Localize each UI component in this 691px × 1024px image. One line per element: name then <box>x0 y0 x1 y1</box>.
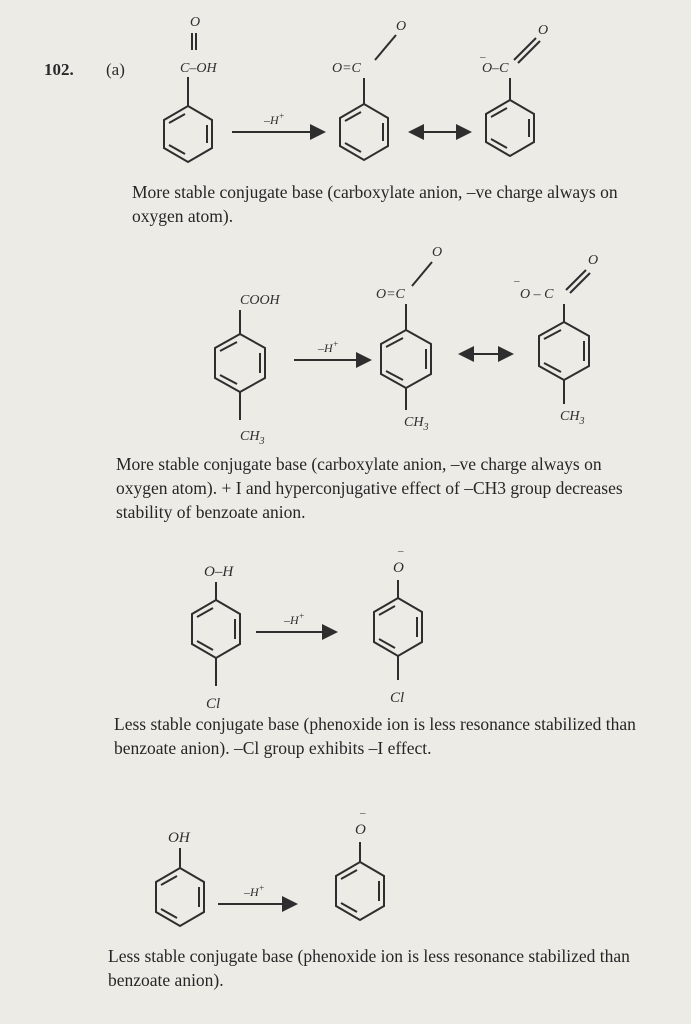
oxygen-label: O <box>396 19 407 34</box>
benzoic-acid <box>164 15 217 162</box>
arrow-label-3: –H+ <box>284 611 305 627</box>
p-chlorophenol <box>192 564 240 712</box>
arrow-label-1: –H+ <box>264 111 285 127</box>
benzoate-resonance-1 <box>332 19 406 160</box>
methyl-label: $CH_3$ <box>560 409 585 427</box>
toluate-resonance-2 <box>513 253 598 427</box>
o-double-c-label: O=C <box>332 61 361 76</box>
question-number: 102. <box>44 60 74 79</box>
minus-sign: – <box>398 545 404 557</box>
caption-3: Less stable conjugate base (phenoxide ion is less resonance stabilized than benzoate anion). –Cl group exhibits –I effect. <box>114 714 636 758</box>
caption-1: More stable conjugate base (carboxylate anion, –ve charge always on oxygen atom). <box>132 182 618 226</box>
caption-2: More stable conjugate base (carboxylate anion, –ve charge always on oxygen atom). + I and hyperconjugative effect of –CH3 group decreases stability of benzoate anion. <box>116 454 623 522</box>
o-single-c-label: O–C <box>482 61 509 76</box>
p-chlorophenoxide <box>374 545 422 706</box>
oxygen-label: O <box>393 560 404 576</box>
phenoxide <box>336 807 384 920</box>
cooh-label: COOH <box>240 293 280 308</box>
scheme-2 <box>215 245 598 447</box>
scheme-4 <box>156 807 384 926</box>
minus-sign: – <box>514 275 520 287</box>
o-single-c-label: O – C <box>520 287 554 302</box>
carbonyl-oxygen-label: O <box>190 15 201 30</box>
arrow-label-4: –H+ <box>244 883 265 899</box>
p-toluic-acid <box>215 293 281 447</box>
carboxyl-group-label: C–OH <box>180 61 217 76</box>
chloro-label: Cl <box>390 690 405 706</box>
chloro-label: Cl <box>206 696 221 712</box>
methyl-label: $CH_3$ <box>240 429 265 447</box>
oh-label: OH <box>168 830 190 846</box>
oh-label: O–H <box>204 564 234 580</box>
scheme-1 <box>164 15 548 162</box>
minus-sign: – <box>360 807 366 819</box>
toluate-resonance-1 <box>376 245 442 433</box>
minus-sign: – <box>480 51 486 63</box>
oxygen-label: O <box>588 253 599 268</box>
scheme-3 <box>192 545 422 712</box>
phenol <box>156 830 204 926</box>
methyl-label: $CH_3$ <box>404 415 429 433</box>
arrow-label-2: –H+ <box>318 339 339 355</box>
benzoate-resonance-2 <box>479 23 548 156</box>
caption-4: Less stable conjugate base (phenoxide ion is less resonance stabilized than benzoate anion). <box>108 946 630 990</box>
oxygen-label: O <box>538 23 549 38</box>
o-double-c-label: O=C <box>376 287 405 302</box>
oxygen-label: O <box>355 822 366 838</box>
oxygen-label: O <box>432 245 443 260</box>
question-part: (a) <box>106 60 125 79</box>
